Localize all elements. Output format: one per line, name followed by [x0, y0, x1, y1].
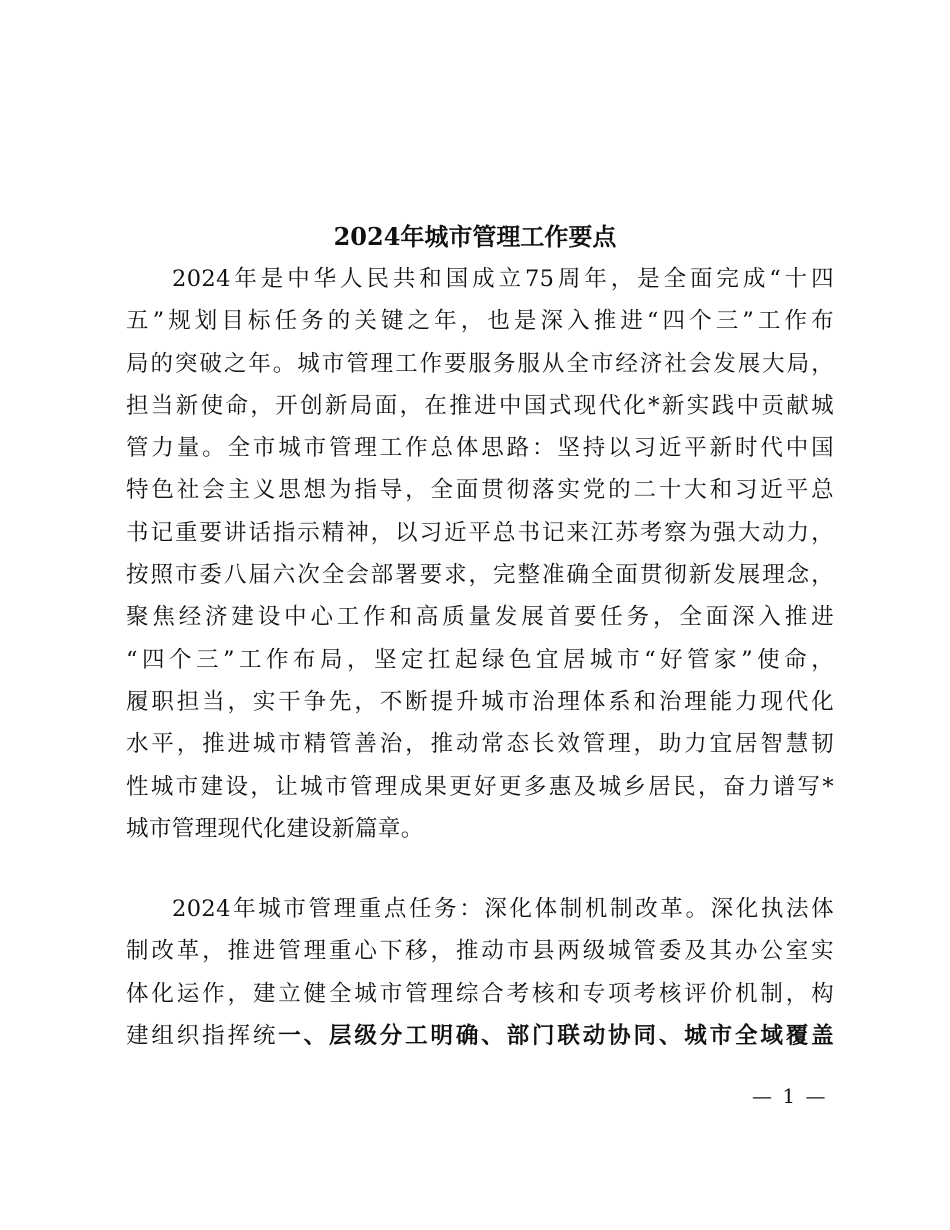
paragraph-2-line-4	[126, 1015, 834, 1057]
paragraph-2-line-2: 制改革，推进管理重心下移，推动市县两级城管委及其办公室实	[126, 938, 834, 965]
page-number: — 1 —	[752, 1084, 828, 1108]
paragraph-1	[126, 258, 834, 850]
paragraph-1-line-11: 履职担当，实干争先，不断提升城市治理体系和治理能力现代化	[126, 688, 834, 715]
paragraph-1-line-7: 书记重要讲话指示精神，以习近平总书记来江苏考察为强大动力，	[126, 519, 834, 546]
paragraph-2-line-3: 体化运作，建立健全城市管理综合考核和专项考核评价机制，构	[126, 980, 834, 1007]
paragraph-1-line-10: “四个三”工作布局，坚定扛起绿色宜居城市“好管家”使命，	[126, 646, 834, 673]
paragraph-1-line-9: 聚焦经济建设中心工作和高质量发展首要任务，全面深入推进	[126, 604, 834, 631]
paragraph-1-line-6: 特色社会主义思想为指导，全面贯彻落实党的二十大和习近平总	[126, 477, 834, 504]
paragraph-1-line-8: 按照市委八届六次全会部署要求，完整准确全面贯彻新发展理念，	[126, 562, 834, 589]
paragraph-2-line-1: 2024年城市管理重点任务：深化体制机制改革。深化执法体	[172, 896, 834, 922]
paragraph-1-line-2: 五”规划目标任务的关键之年，也是深入推进“四个三”工作布	[126, 308, 834, 335]
paragraph-1-line-13: 性城市建设，让城市管理成果更好更多惠及城乡居民，奋力谱写*	[126, 773, 834, 800]
paragraph-1-line-4: 担当新使命，开创新局面，在推进中国式现代化*新实践中贡献城	[126, 392, 834, 419]
document-title: 2024年城市管理工作要点	[333, 222, 617, 251]
paragraph-2-line-4-regular: 建组织指挥统	[126, 1022, 279, 1049]
paragraph-1-line-5: 管力量。全市城市管理工作总体思路：坚持以习近平新时代中国	[126, 435, 834, 462]
paragraph-1-line-3: 局的突破之年。城市管理工作要服务服从全市经济社会发展大局，	[126, 350, 834, 377]
paragraph-2-line-4-bold: 一、层级分工明确、部门联动协同、城市全域覆盖	[278, 1022, 834, 1049]
paragraph-2	[126, 888, 834, 1057]
paragraph-1-line-12: 水平，推进城市精管善治，推动常态长效管理，助力宜居智慧韧	[126, 731, 834, 758]
paragraph-1-line-14: 城市管理现代化建设新篇章。	[126, 815, 424, 842]
paragraph-1-line-1: 2024年是中华人民共和国成立75周年，是全面完成“十四	[172, 266, 834, 292]
